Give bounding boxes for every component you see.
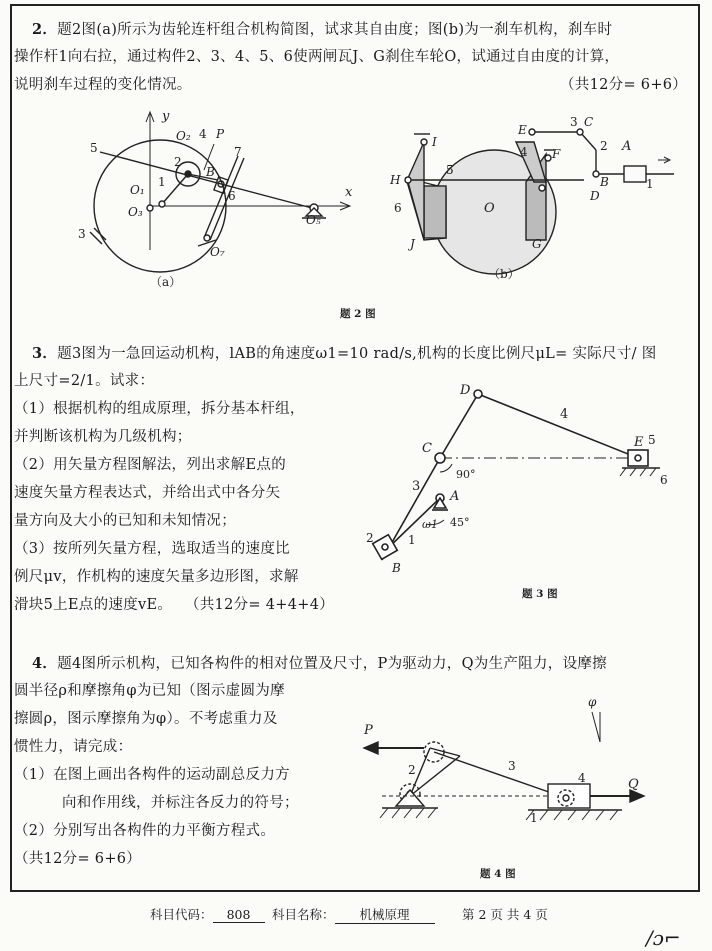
fig3-label-a: A bbox=[450, 489, 460, 504]
q3-item-1b: 并判断该机构为几级机构； bbox=[14, 429, 192, 445]
q4-line2: 圆半径ρ和摩擦角φ为已知（图示虚圆为摩 bbox=[14, 683, 285, 699]
fig4-label-2: 2 bbox=[408, 763, 416, 777]
fig2a-label-6: 6 bbox=[228, 189, 236, 203]
fig2b-label-h: H bbox=[390, 173, 401, 187]
fig2a-label-y: y bbox=[162, 109, 170, 124]
footer-name-value: 机械原理 bbox=[335, 905, 435, 924]
fig3-label-2: 2 bbox=[366, 531, 374, 545]
q2-line3: 说明刹车过程的变化情况。 bbox=[14, 77, 192, 93]
footer-code bbox=[150, 905, 265, 923]
fig2a-label-5: 5 bbox=[90, 141, 98, 155]
fig3-label-w1: ω1 bbox=[422, 518, 438, 531]
q4-item-1a: （1）在图上画出各构件的运动副总反力方 bbox=[14, 767, 290, 783]
q4-line3: 擦圆ρ，图示摩擦角为φ）。不考虑重力及 bbox=[14, 711, 278, 727]
fig2a-label-x: x bbox=[345, 185, 353, 200]
q3-number: 3． bbox=[32, 345, 58, 362]
fig3-label-5: 5 bbox=[648, 433, 656, 447]
fig2a-label-o2: O₂ bbox=[176, 129, 191, 143]
fig3-label-e: E bbox=[634, 435, 644, 450]
footer-name bbox=[272, 905, 435, 924]
figure-3 bbox=[360, 380, 680, 580]
fig2a-label-7: 7 bbox=[234, 145, 242, 159]
footer-code-value: 808 bbox=[213, 907, 265, 923]
q3-item-2b: 速度矢量方程表达式，并给出式中各分矢 bbox=[14, 485, 281, 501]
fig2a-label-2: 2 bbox=[174, 155, 182, 169]
fig2b-label-a: A bbox=[622, 139, 632, 154]
q4-text-1: 题4图所示机构，已知各构件的相对位置及尺寸，P为驱动力，Q为生产阻力，设摩擦 bbox=[57, 656, 607, 672]
footer-code-label: 科目代码： bbox=[150, 907, 213, 922]
q3-item-3b: 例尺μv，作机构的速度矢量多边形图，求解 bbox=[14, 569, 299, 585]
fig2a-label-3: 3 bbox=[78, 227, 86, 241]
fig3-label-d: D bbox=[460, 383, 471, 398]
figure-2a bbox=[70, 100, 410, 300]
fig3-label-6: 6 bbox=[660, 473, 668, 487]
fig2a-label-1: 1 bbox=[158, 175, 166, 189]
fig3-label-90: 90° bbox=[456, 468, 476, 481]
fig2b-label-e: E bbox=[518, 123, 527, 137]
fig2b-label-c: C bbox=[584, 115, 594, 129]
fig2b-label-d: D bbox=[590, 189, 600, 203]
q3-line2: 上尺寸=2/1。试求： bbox=[14, 373, 155, 389]
fig2a-label-o1: O₁ bbox=[130, 183, 145, 197]
fig2b-label-o: O bbox=[484, 201, 495, 216]
fig2a-label-4: 4 bbox=[199, 127, 207, 141]
fig3-label-1: 1 bbox=[408, 533, 416, 547]
fig2b-label-f: F bbox=[552, 147, 561, 161]
fig2b-label-3: 3 bbox=[570, 115, 578, 129]
q2-line1 bbox=[32, 16, 612, 44]
q3-item-3a: （3）按所列矢量方程，选取适当的速度比 bbox=[14, 541, 290, 557]
fig2a-sublabel: （a） bbox=[150, 275, 182, 289]
q4-score: （共12分= 6+6） bbox=[14, 851, 142, 867]
q2-score: （共12分= 6+6） bbox=[560, 77, 688, 93]
fig2b-label-6: 6 bbox=[394, 201, 402, 215]
q3-line1 bbox=[32, 340, 657, 368]
figure-4 bbox=[352, 690, 682, 840]
fig2a-label-o3: O₃ bbox=[128, 205, 143, 219]
fig3-label-4: 4 bbox=[560, 407, 569, 422]
fig3-label-c: C bbox=[422, 441, 432, 456]
q3-caption: 题 3 图 bbox=[522, 588, 558, 600]
fig2b-label-5: 5 bbox=[446, 163, 454, 177]
footer-page: 第 2 页 共 4 页 bbox=[462, 907, 548, 922]
fig2a-label-b: B bbox=[206, 165, 215, 179]
fig4-label-phi: φ bbox=[588, 695, 597, 709]
figure-2b bbox=[384, 112, 684, 292]
fig2a-label-p: P bbox=[216, 127, 225, 141]
fig4-label-1: 1 bbox=[530, 811, 538, 825]
q4-number: 4． bbox=[32, 655, 58, 672]
fig4-label-4: 4 bbox=[578, 771, 586, 785]
fig2a-label-o7: O₇ bbox=[210, 245, 225, 259]
fig3-label-45: 45° bbox=[450, 516, 470, 529]
fig4-label-p: P bbox=[364, 723, 373, 738]
q2-line2: 操作杆1向右拉，通过构件2、3、4、5、6使两闸瓦J、G刹住车轮O，试通过自由度的计算， bbox=[14, 49, 620, 65]
fig3-label-3: 3 bbox=[412, 479, 421, 494]
q2-number: 2． bbox=[32, 21, 58, 38]
q4-caption: 题 4 图 bbox=[480, 868, 516, 880]
q3-item-1a: （1）根据机构的组成原理，拆分基本杆组， bbox=[14, 401, 305, 417]
q2-caption: 题 2 图 bbox=[340, 308, 376, 320]
handwritten-mark: /ɔ⌐ bbox=[646, 926, 681, 950]
fig2b-label-2: 2 bbox=[600, 139, 608, 153]
fig4-label-q: Q bbox=[628, 777, 639, 792]
fig3-label-b: B bbox=[392, 561, 401, 575]
fig2b-label-4: 4 bbox=[520, 145, 528, 159]
fig2b-label-b: B bbox=[600, 175, 609, 189]
fig2b-label-g: G bbox=[532, 237, 542, 251]
fig4-label-3: 3 bbox=[508, 759, 516, 773]
fig2b-sublabel: （b） bbox=[488, 267, 520, 281]
fig2b-label-i: I bbox=[432, 135, 437, 149]
q3-item-3c bbox=[14, 592, 334, 619]
fig2b-label-j: J bbox=[410, 237, 415, 251]
q4-line4: 惯性力，请完成： bbox=[14, 739, 133, 755]
q3-score: （共12分= 4+4+4） bbox=[192, 597, 335, 613]
q4-line1 bbox=[32, 650, 607, 678]
fig2a-label-o5: O₅ bbox=[306, 213, 321, 227]
q3-item-2c: 量方向及大小的已知和未知情况； bbox=[14, 513, 236, 529]
footer-name-label: 科目名称： bbox=[272, 907, 335, 922]
q3-text-1: 题3图为一急回运动机构，lAB的角速度ω1=10 rad/s,机构的长度比例尺μL= 实际尺寸/ 图 bbox=[57, 346, 657, 362]
q4-item-2: （2）分别写出各构件的力平衡方程式。 bbox=[14, 823, 276, 839]
fig2b-label-1: 1 bbox=[646, 177, 654, 191]
q2-text-1: 题2图(a)所示为齿轮连杆组合机构简图，试求其自由度；图(b)为一刹车机构，刹车时 bbox=[57, 22, 613, 38]
q4-item-1b: 向和作用线，并标注各反力的符号； bbox=[62, 795, 299, 811]
q3-item-2a: （2）用矢量方程图解法，列出求解E点的 bbox=[14, 457, 287, 473]
q3-item-3c-text: 滑块5上E点的速度vE。 bbox=[14, 597, 173, 613]
